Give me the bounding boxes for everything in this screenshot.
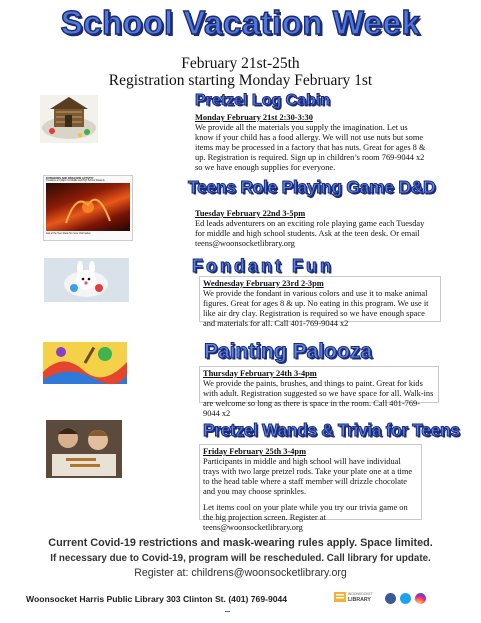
dragon-artwork — [46, 183, 130, 231]
painting-palooza-card — [199, 366, 439, 418]
pretzel-wands-photo — [46, 420, 122, 478]
reschedule-notice: If necessary due to Covid-19, program will be rescheduled. Call library for update. — [50, 553, 431, 564]
event-time: Monday February 21st 2:30-3:30 — [195, 113, 313, 122]
event-description: Ed leads adventurers on an exciting role playing game each Tuesday for middle and high school students. Ask at the teen desk. Or email teens@woonsocketlibrary.org — [195, 219, 425, 248]
social-icons — [385, 591, 426, 609]
register-email: Register at: childrens@woonsocketlibrary.org — [134, 567, 347, 579]
library-address: Woonsocket Harris Public Library 303 Clinton St. (401) 769-9044 — [26, 594, 288, 604]
teens-rpg-card — [192, 207, 434, 246]
flyer-subheading: Tuesdays at 3:00pm for Middle and High School Students — [46, 180, 105, 182]
logo-top-text: WOONSOCKET — [348, 592, 373, 596]
facebook-icon[interactable] — [385, 593, 396, 604]
event-description: Participants in middle and high school will have individual trays with two large pretzel rods. Take your plate one at a time to the head table where a staff member will drizzle chocolate and you may choose sprinkles. — [203, 457, 413, 496]
logo-bottom-text: LIBRARY — [348, 597, 371, 603]
instagram-icon[interactable] — [415, 593, 426, 604]
pretzel-log-cabin-photo — [40, 95, 98, 143]
fondant-fun-title: Fondant Fun — [192, 256, 334, 276]
event-dates: February 21st-25th — [181, 55, 300, 72]
fondant-fun-card — [199, 276, 441, 328]
twitter-icon[interactable] — [400, 593, 411, 604]
event-description: We provide all the materials you supply the imagination. Let us know if your child has a food allergy. We will not use nuts but some items may be processed in a factory that has nuts. Great for ages 8 & up. Registration is required. Sign up in children’s room 769-9044 x2 so we have enough supplies for everyone. — [195, 123, 426, 172]
library-logo — [334, 590, 380, 606]
pretzel-log-cabin-card — [192, 111, 429, 172]
fondant-photo — [44, 258, 129, 302]
event-time: Tuesday February 22nd 3-5pm — [195, 209, 306, 218]
pretzel-wands-card — [199, 444, 422, 532]
dnd-flyer-image — [43, 175, 133, 241]
event-description: We provide the paints, brushes, and things to paint. Great for kids with adult. Registration suggested so we have space for all. Walk-ins are welcome so long as there is space in the room. Call 401-769-9044 x2 — [203, 379, 434, 418]
event-description: We provide the fondant in various colors and use it to make animal figures. Great for ages 8 & up. No eating in this program. We use it like air dry clay. Registration is required so we have enough space and materials for all. Call 401-769-9044 x2 — [203, 289, 429, 328]
event-description-continued: Let items cool on your plate while you try our trivia game on the big projection screen. Register at teens@woonsocketlibrary.org — [203, 503, 408, 532]
flyer-footer: Ask at the Teen Desk for more information — [46, 232, 91, 235]
event-time: Wednesday February 23rd 2-3pm — [203, 279, 324, 288]
pretzel-log-cabin-title: Pretzel Log Cabin — [195, 92, 331, 109]
registration-notice: Registration starting Monday February 1st — [108, 72, 373, 89]
pretzel-wands-title: Pretzel Wands & Trivia for Teens — [203, 420, 460, 440]
flyer-heading: DUNGEONS AND DRAGONS ACTIVITY — [46, 177, 94, 180]
event-time: Friday February 25th 3-4pm — [203, 447, 307, 456]
painting-photo — [43, 342, 127, 384]
event-time: Thursday February 24th 3-4pm — [203, 369, 317, 378]
covid-notice: Current Covid-19 restrictions and mask-wearing rules apply. Space limited. — [48, 537, 433, 549]
painting-palooza-title: Painting Palooza — [204, 340, 373, 363]
bottom-divider — [225, 611, 230, 612]
page-title: School Vacation Week — [60, 4, 421, 41]
teens-rpg-title: Teens Role Playing Game D&D — [188, 177, 436, 197]
